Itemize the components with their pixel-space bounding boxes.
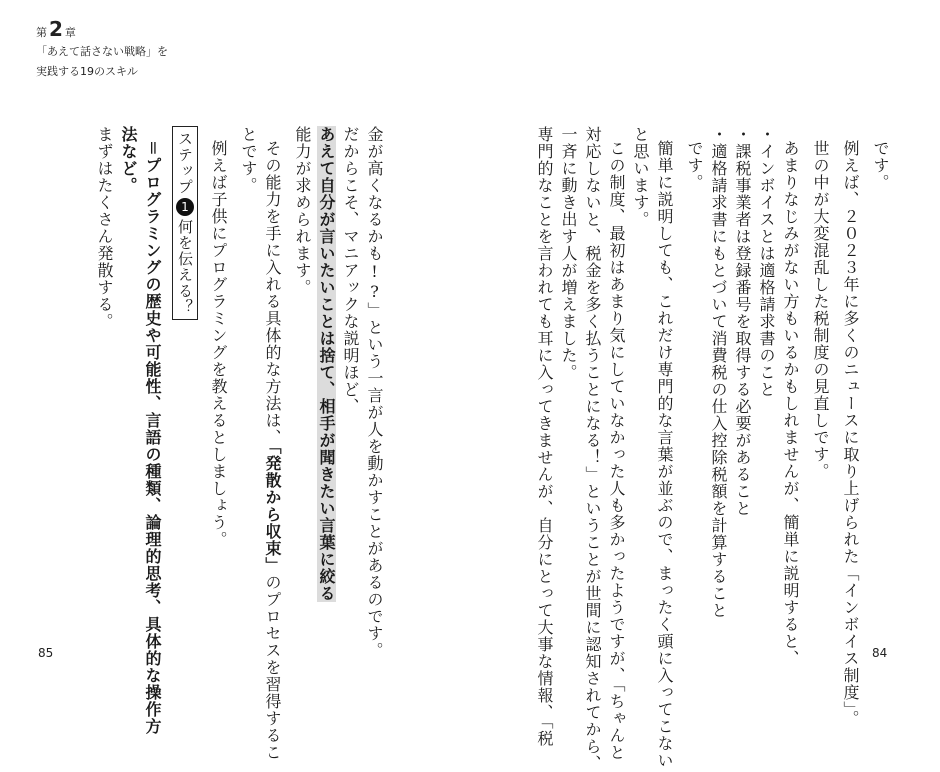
right-page-col-14: 専門的なことを言われても耳に入ってきませんが、自分にとって大事な情報、「税 [535,126,554,747]
right-page-col-2: 例えば、２０２３年に多くのニュースに取り上げられた「インボイス制度」。 [841,140,860,727]
chapter-subtitle-line1: 「あえて話さない戦略」を [36,45,168,58]
left-page-col-4: 能力が求められます。 [293,126,312,296]
right-page-col-8: です。 [685,140,704,191]
step-box [172,126,198,320]
right-page-col-4: あまりなじみがない方もいるかもしれませんが、簡単に説明すると、 [781,140,800,667]
right-page-col-3: 世の中が大変混乱した税制度の見直しです。 [811,140,830,480]
chapter-suffix: 章 [64,26,76,39]
chapter-prefix: 第 [36,26,47,39]
right-page-col-10: と思います。 [631,126,650,228]
step-number-badge: 1 [178,199,192,215]
left-page-col-1: 金が高くなるかも!?」という一言が人を動かすことがあるのです。 [365,126,384,659]
bold-line-2: 法など。 [119,126,138,194]
right-page-bullet-2: ・課税事業者は登録番号を取得する必要があること [733,126,752,517]
left-page-col-2: だからこそ、マニアックな説明ほど、 [341,126,360,415]
left-page-col-7: 例えば子供にプログラミングを教えるとしましょう。 [209,140,228,548]
chapter-subtitle-line2: 実践する19のスキル [36,65,138,78]
right-page-col-11: この制度、最初はあまり気にしていなかった人も多かったようですが、「ちゃんと [607,140,626,761]
left-page-col-5 [260,140,284,761]
chapter-heading [36,17,168,41]
left-page-col-6: とです。 [239,126,258,194]
step-label: ステップ [176,131,194,195]
right-page-col-1: です。 [871,140,890,191]
right-page-col-9: 簡単に説明しても、これだけ専門的な言葉が並ぶので、まったく頭に入ってこない [655,140,674,769]
chapter-number: 2 [49,17,63,41]
col5-bold: 「発散から収束」 [263,446,282,574]
right-page-bullet-1: ・インボイスとは適格請求書のこと [757,126,776,398]
page-number-left: 85 [38,646,54,660]
right-page-col-13: 一斉に動き出す人が増えました。 [559,126,578,381]
col5-pre: その能力を手に入れる具体的な方法は、 [263,140,282,446]
left-page-col-3 [314,126,338,602]
bold-line-1: ＝プログラミングの歴史や可能性、言語の種類、論理的思考、具体的な操作方 [143,140,162,735]
step-text: 何を伝える？ [176,219,194,315]
left-page-col-last: まずはたくさん発散する。 [95,126,114,330]
highlighted-phrase: あえて自分が言いたいことは捨て、相手が聞きたい言葉に絞る [317,126,336,602]
col5-post: のプロセスを習得するこ [263,574,282,761]
right-page-col-12: 対応しないと、税金を多く払うことになる！」ということが世間に認知されてから、 [583,126,602,772]
right-page-bullet-3: ・適格請求書にもとづいて消費税の仕入控除税額を計算すること [709,126,728,619]
running-header [36,17,168,80]
page-number-right: 84 [872,646,888,660]
